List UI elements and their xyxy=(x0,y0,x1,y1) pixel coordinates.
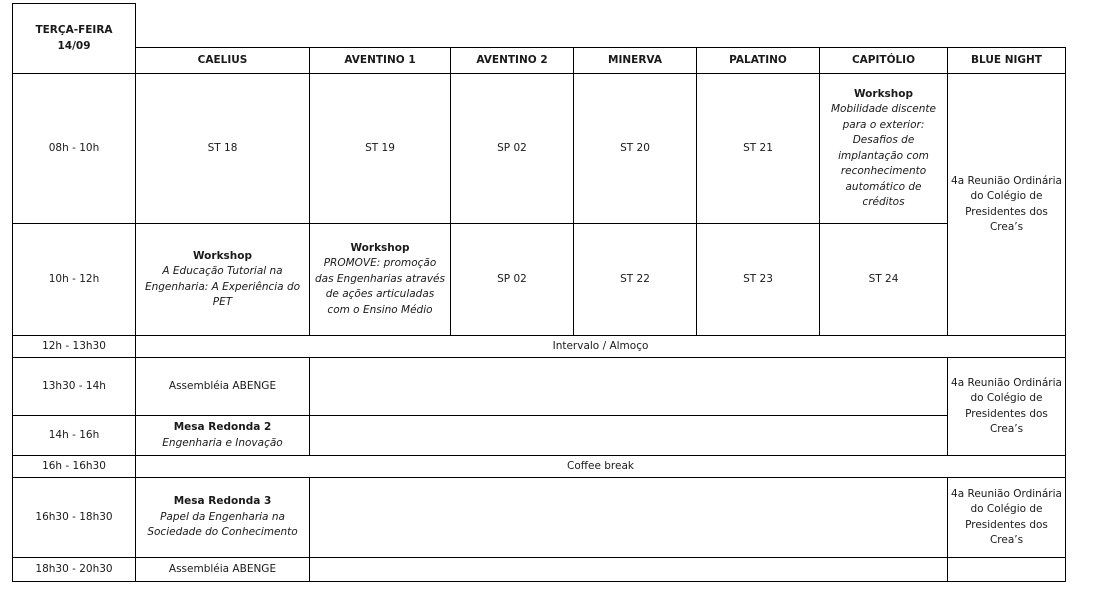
table-row xyxy=(13,224,1066,336)
workshop-cell xyxy=(136,224,310,336)
time-cell: 13h30 - 14h xyxy=(13,358,136,416)
time-cell: 16h - 16h30 xyxy=(13,456,136,478)
empty-cell xyxy=(310,358,948,416)
table-row xyxy=(13,416,1066,456)
blue-night-session: 4a Reunião Ordinária do Colégio de Presidentes dos Crea’s xyxy=(948,358,1066,456)
session-title: Mesa Redonda 3 xyxy=(173,495,272,508)
empty-cell xyxy=(310,478,948,558)
session-title: Workshop xyxy=(192,249,253,262)
time-cell: 10h - 12h xyxy=(13,224,136,336)
day-date: 14/09 xyxy=(57,39,91,52)
time-cell: 18h30 - 20h30 xyxy=(13,558,136,582)
round-table-cell xyxy=(136,416,310,456)
empty-cell xyxy=(310,416,948,456)
table-row xyxy=(13,358,1066,416)
session-cell: ST 21 xyxy=(697,74,820,224)
session-title: Workshop xyxy=(853,87,914,100)
room-header-caelius: CAELIUS xyxy=(136,48,310,74)
room-header-aventino-2: AVENTINO 2 xyxy=(451,48,574,74)
empty-cell xyxy=(310,558,948,582)
session-cell: SP 02 xyxy=(451,74,574,224)
session-description: PROMOVE: promoção das Engenharias através de ações articuladas com o Ensino Médio xyxy=(315,257,445,316)
table-row xyxy=(13,336,1066,358)
schedule-table xyxy=(12,3,1066,582)
room-header-capitolio: CAPITÓLIO xyxy=(820,48,948,74)
break-cell: Coffee break xyxy=(136,456,1066,478)
blue-night-session: 4a Reunião Ordinária do Colégio de Presidentes dos Crea’s xyxy=(948,74,1066,336)
time-cell: 14h - 16h xyxy=(13,416,136,456)
blue-night-session: 4a Reunião Ordinária do Colégio de Presidentes dos Crea’s xyxy=(948,478,1066,558)
session-cell: ST 18 xyxy=(136,74,310,224)
session-cell: SP 02 xyxy=(451,224,574,336)
time-cell: 12h - 13h30 xyxy=(13,336,136,358)
session-description: Mobilidade discente para o exterior: Desafios de implantação com reconhecimento automático de créditos xyxy=(831,103,936,208)
break-cell: Intervalo / Almoço xyxy=(136,336,1066,358)
session-title: Mesa Redonda 2 xyxy=(173,421,272,433)
time-cell: 08h - 10h xyxy=(13,74,136,224)
day-name: TERÇA-FEIRA xyxy=(35,24,113,36)
table-row xyxy=(13,74,1066,224)
blank-header-area xyxy=(136,4,1066,48)
session-cell: ST 19 xyxy=(310,74,451,224)
empty-cell xyxy=(948,558,1066,582)
session-cell: Assembléia ABENGE xyxy=(136,358,310,416)
workshop-cell xyxy=(310,224,451,336)
session-cell: ST 23 xyxy=(697,224,820,336)
table-row xyxy=(13,558,1066,582)
room-header-aventino-1: AVENTINO 1 xyxy=(310,48,451,74)
time-cell: 16h30 - 18h30 xyxy=(13,478,136,558)
session-cell: ST 20 xyxy=(574,74,697,224)
round-table-cell xyxy=(136,478,310,558)
room-header-minerva: MINERVA xyxy=(574,48,697,74)
session-title: Workshop xyxy=(350,241,410,254)
session-description: Engenharia e Inovação xyxy=(162,436,283,449)
session-cell: ST 22 xyxy=(574,224,697,336)
day-cell xyxy=(13,4,136,74)
table-row xyxy=(13,456,1066,478)
room-header-blue-night: BLUE NIGHT xyxy=(948,48,1066,74)
session-description: A Educação Tutorial na Engenharia: A Experiência do PET xyxy=(144,265,301,308)
session-description: Papel da Engenharia na Sociedade do Conhecimento xyxy=(147,510,298,539)
room-header-palatino: PALATINO xyxy=(697,48,820,74)
session-cell: ST 24 xyxy=(820,224,948,336)
workshop-cell xyxy=(820,74,948,224)
session-cell: Assembléia ABENGE xyxy=(136,558,310,582)
table-row xyxy=(13,478,1066,558)
